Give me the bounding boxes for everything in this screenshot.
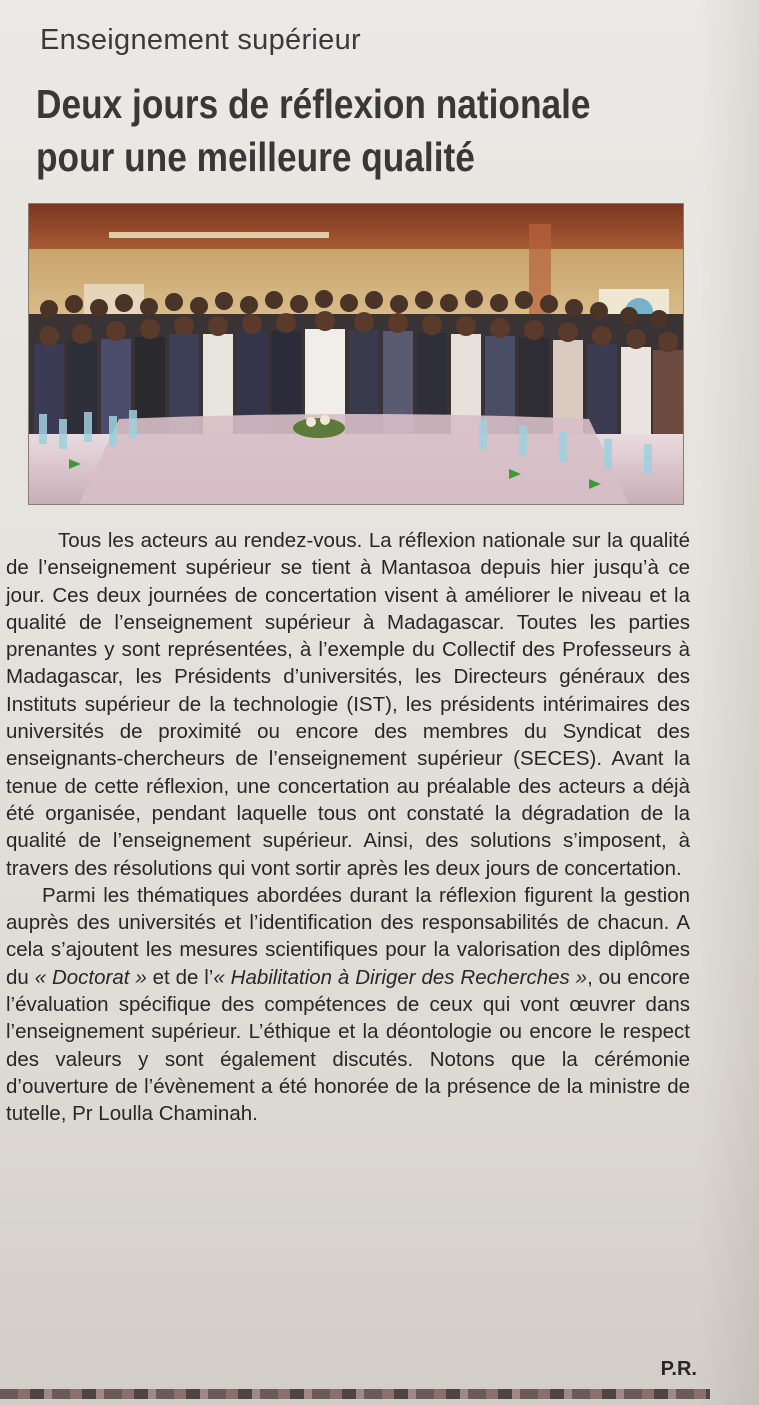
paragraph-1: Tous les acteurs au rendez-vous. La réflexion nationale sur la qualité de l’enseignement supérieur se tient à Mantasoa depuis hier jusqu’à ce jour. Ces deux journées de concertation visent à améliorer le niveau et la qualité de l’enseignement supérieur à Madagascar. Toutes les parties prenantes y sont représentées, à l’exemple du Collectif des Professeurs à Madagascar, les Présidents d’universités, les Directeurs généraux des Instituts supérieur de la technologie (IST), les présidents intérimaires des universités de proximité ou encore des membres du Syndicat des enseignants-chercheurs de l’enseignement supérieur (SECES). Avant la tenue de cette réflexion, une concertation au préalable des acteurs a déjà été organisée, pendant laquelle tous ont constaté la dégradation de la qualité de l’enseignement supérieur. Ainsi, des solutions s’imposent, à travers des résolutions qui vont sortir après les deux jours de concertation. bbox=[6, 529, 690, 880]
headline bbox=[36, 78, 638, 184]
section-rubric: Enseignement supérieur bbox=[40, 24, 361, 56]
group-photo-illustration bbox=[29, 204, 683, 504]
paragraph-2-part-b: et de l’ bbox=[146, 965, 214, 989]
group-photo bbox=[28, 203, 684, 505]
hdr-term: « Habilitation à Diriger des Recherches » bbox=[213, 965, 588, 989]
paragraph-2-part-a: Parmi les thématiques abordées durant la réflexion figurent la gestion auprès des universités et l’identification des responsabilités de chacun. A cela s’ajoutent les mesures scientifiques pour la valorisation des diplômes du bbox=[6, 883, 690, 989]
article-body bbox=[6, 527, 690, 1128]
page-shading bbox=[699, 0, 759, 1405]
headline-line-2: pour une meilleure qualité bbox=[36, 134, 475, 180]
doctorat-term: « Doctorat » bbox=[34, 965, 147, 989]
paragraph-2 bbox=[6, 882, 690, 1128]
bottom-border-strip bbox=[0, 1389, 710, 1399]
headline-line-1: Deux jours de réflexion nationale bbox=[36, 81, 591, 127]
author-signature: P.R. bbox=[660, 1358, 697, 1380]
paragraph-2-part-c: , ou encore l’évaluation spécifique des compétences de ceux qui vont œuvrer dans l’enseignement supérieur. L’éthique et la déontologie ou encore le respect des valeurs y sont également discutés. Notons que la cérémonie d’ouverture de l’évènement a été honorée de la présence de la ministre de tutelle, Pr Loulla Chaminah. bbox=[6, 965, 690, 1126]
